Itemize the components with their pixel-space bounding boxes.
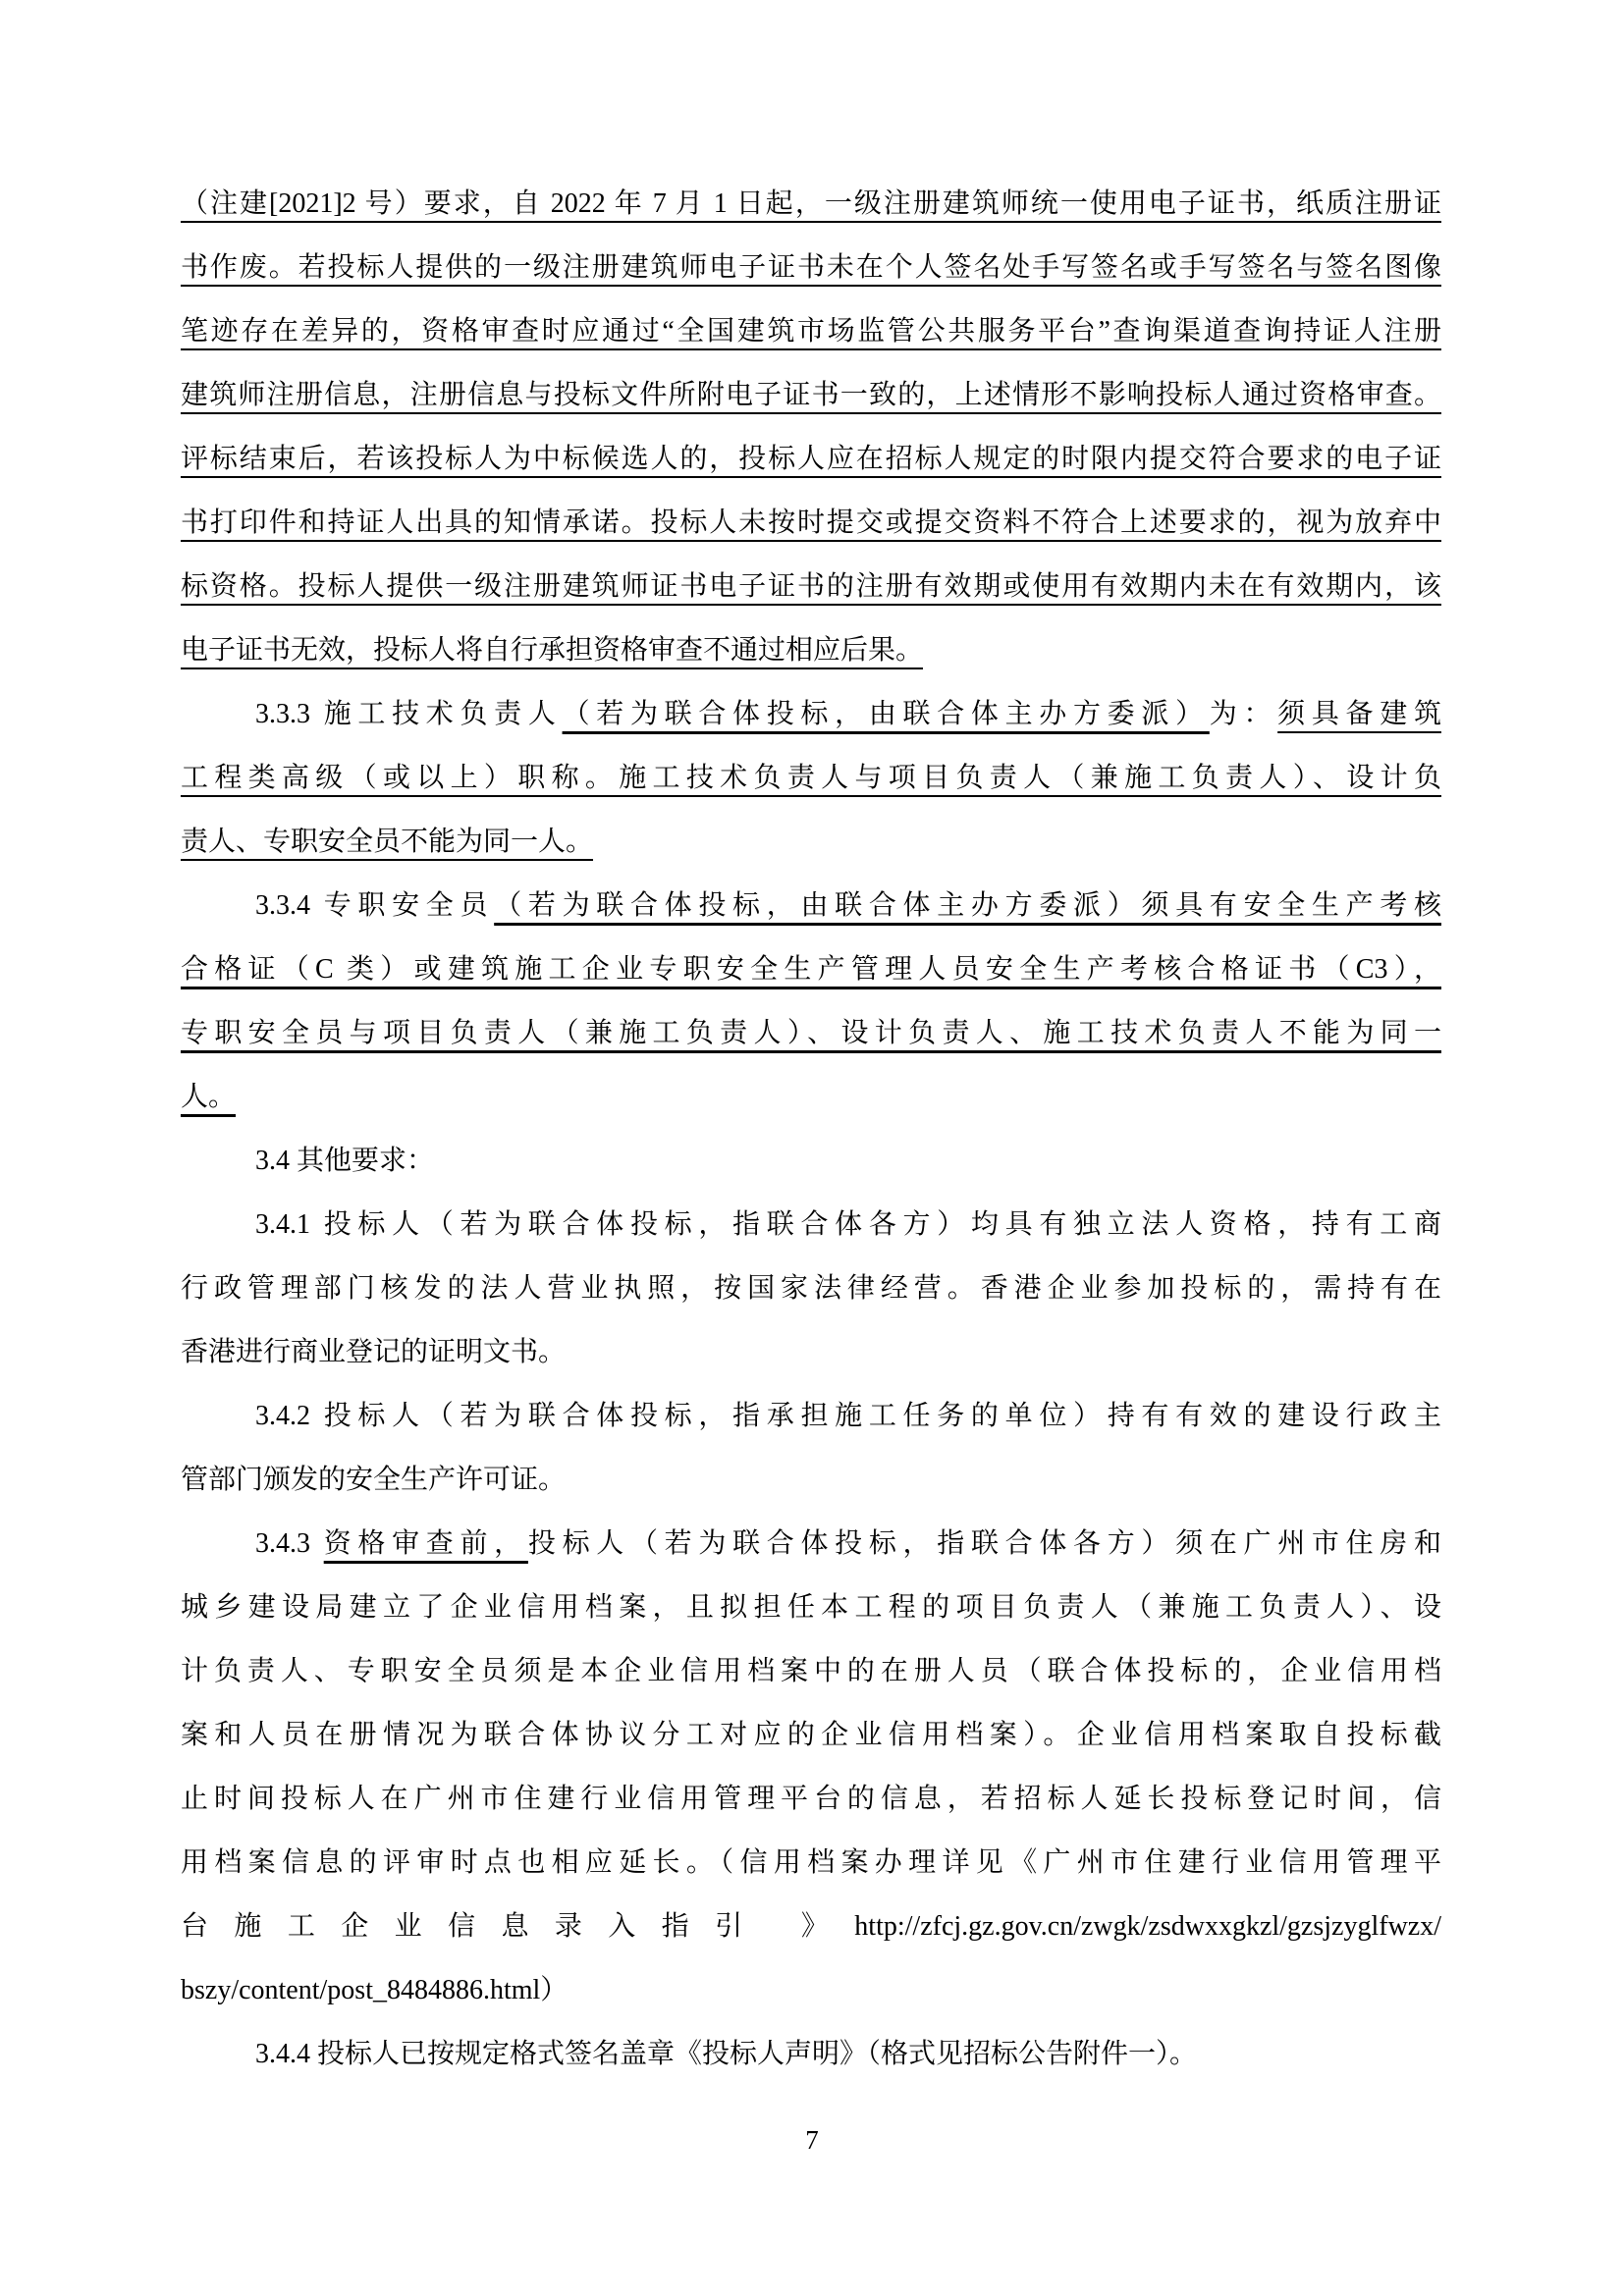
underlined-text-segment: 书作废。若投标人提供的一级注册建筑师电子证书未在个人签名处手写签名或手写签名与签名图像 — [181, 252, 1441, 283]
underlined-text-segment: 人。 — [181, 1082, 237, 1112]
text-line — [181, 1639, 1441, 1703]
text-line — [181, 2022, 1441, 2086]
paragraph-clause-3-4-3 — [181, 1512, 1441, 2022]
underlined-text-segment: 书打印件和持证人出具的知情承诺。投标人未按时提交或提交资料不符合上述要求的，视为放弃中 — [181, 507, 1441, 538]
text-line — [181, 1193, 1441, 1256]
text-segment: 城乡建设局建立了企业信用档案，且拟担任本工程的项目负责人（兼施工负责人）、设 — [181, 1592, 1441, 1623]
text-line — [181, 810, 1441, 874]
text-line — [181, 1895, 1441, 1958]
underlined-text-segment: （注建[2021]2 号）要求，自 2022 年 7 月 1 日起，一级注册建筑师统一使用电子证书，纸质注册证 — [181, 188, 1441, 219]
paragraph-clause-3-4 — [181, 1129, 1441, 1193]
text-segment: 用档案信息的评审时点也相应延长。（信用档案办理详见《广州市住建行业信用管理平 — [181, 1847, 1441, 1878]
text-line — [181, 618, 1441, 682]
text-line — [181, 746, 1441, 810]
text-line — [181, 1448, 1441, 1512]
underlined-text-segment: 建筑师注册信息，注册信息与投标文件所附电子证书一致的，上述情形不影响投标人通过资格审查。 — [181, 380, 1441, 410]
paragraph-clause-3-4-1 — [181, 1193, 1441, 1384]
text-line — [181, 1256, 1441, 1320]
text-segment: 投标人（若为联合体投标，指联合体各方）须在广州市住房和 — [527, 1528, 1441, 1559]
text-line — [181, 682, 1441, 746]
text-line — [181, 1831, 1441, 1895]
text-segment: 行政管理部门核发的法人营业执照，按国家法律经营。香港企业参加投标的，需持有在 — [181, 1273, 1441, 1304]
text-line — [181, 1065, 1441, 1129]
text-segment: 案和人员在册情况为联合体协议分工对应的企业信用档案）。企业信用档案取自投标截 — [181, 1720, 1441, 1750]
text-segment: 计负责人、专职安全员须是本企业信用档案中的在册人员（联合体投标的，企业信用档 — [181, 1656, 1441, 1686]
text-line — [181, 1703, 1441, 1767]
underlined-text-segment: 合格证（C 类）或建筑施工企业专职安全生产管理人员安全生产考核合格证书（C3）， — [181, 954, 1441, 985]
text-segment: 香港进行商业登记的证明文书。 — [181, 1337, 567, 1367]
underlined-text-segment: 资格审查前， — [323, 1528, 528, 1559]
text-line — [181, 1320, 1441, 1384]
underlined-text-segment: （若为联合体投标，由联合体主办方委派） — [562, 699, 1210, 729]
text-line — [181, 555, 1441, 618]
page-footer — [0, 2120, 1624, 2160]
text-line — [181, 299, 1441, 363]
text-line — [181, 427, 1441, 491]
text-line — [181, 1575, 1441, 1639]
text-line — [181, 491, 1441, 555]
paragraph-clause-3-4-4 — [181, 2022, 1441, 2086]
text-line — [181, 236, 1441, 299]
text-line — [181, 1512, 1441, 1575]
text-line — [181, 937, 1441, 1001]
page-number: 7 — [805, 2125, 819, 2155]
text-segment: 3.3.3 施工技术负责人 — [255, 699, 563, 729]
text-segment: 3.4.4 投标人已按规定格式签名盖章《投标人声明》（格式见招标公告附件一）。 — [255, 2039, 1198, 2069]
text-line — [181, 1958, 1441, 2022]
text-segment: 为： — [1209, 699, 1278, 729]
text-segment: 3.4.1 投标人（若为联合体投标，指联合体各方）均具有独立法人资格，持有工商 — [255, 1209, 1441, 1240]
document-body — [181, 172, 1441, 2086]
paragraph-clause-3-3-3 — [181, 682, 1441, 874]
text-segment: bszy/content/post_8484886.html） — [181, 1975, 568, 2005]
text-line — [181, 874, 1441, 937]
text-line — [181, 363, 1441, 427]
text-segment: 3.3.4 专职安全员 — [255, 890, 495, 921]
underlined-text-segment: 评标结束后，若该投标人为中标候选人的，投标人应在招标人规定的时限内提交符合要求的电子证 — [181, 444, 1441, 474]
underlined-text-segment: 专职安全员与项目负责人（兼施工负责人）、设计负责人、施工技术负责人不能为同一 — [181, 1018, 1441, 1048]
underlined-text-segment: 工程类高级（或以上）职称。施工技术负责人与项目负责人（兼施工负责人）、设计负 — [181, 763, 1441, 793]
underlined-text-segment: （若为联合体投标，由联合体主办方委派）须具有安全生产考核 — [494, 890, 1441, 921]
paragraph-notice-continuation — [181, 172, 1441, 682]
text-segment: 止时间投标人在广州市住建行业信用管理平台的信息，若招标人延长投标登记时间，信 — [181, 1784, 1441, 1814]
text-segment: 台施工企业信息录入指引 》http://zfcj.gz.gov.cn/zwgk/zsdwxxgkzl/gzsjzyglfwzx/ — [181, 1911, 1441, 1942]
paragraph-clause-3-4-2 — [181, 1384, 1441, 1512]
text-line — [181, 1001, 1441, 1065]
paragraph-clause-3-3-4 — [181, 874, 1441, 1129]
underlined-text-segment: 须具备建筑 — [1277, 699, 1441, 729]
underlined-text-segment: 笔迹存在差异的，资格审查时应通过“全国建筑市场监管公共服务平台”查询渠道查询持证人注册 — [181, 316, 1441, 347]
text-line — [181, 1384, 1441, 1448]
underlined-text-segment: 电子证书无效，投标人将自行承担资格审查不通过相应后果。 — [181, 635, 924, 666]
text-line — [181, 1129, 1441, 1193]
underlined-text-segment: 责人、专职安全员不能为同一人。 — [181, 827, 594, 857]
text-segment: 3.4.3 — [255, 1528, 324, 1559]
text-line — [181, 172, 1441, 236]
text-line — [181, 1767, 1441, 1831]
text-segment: 3.4 其他要求： — [255, 1146, 435, 1176]
text-segment: 3.4.2 投标人（若为联合体投标，指承担施工任务的单位）持有有效的建设行政主 — [255, 1401, 1441, 1431]
underlined-text-segment: 标资格。投标人提供一级注册建筑师证书电子证书的注册有效期或使用有效期内未在有效期内，该 — [181, 571, 1441, 602]
text-segment: 管部门颁发的安全生产许可证。 — [181, 1465, 567, 1495]
